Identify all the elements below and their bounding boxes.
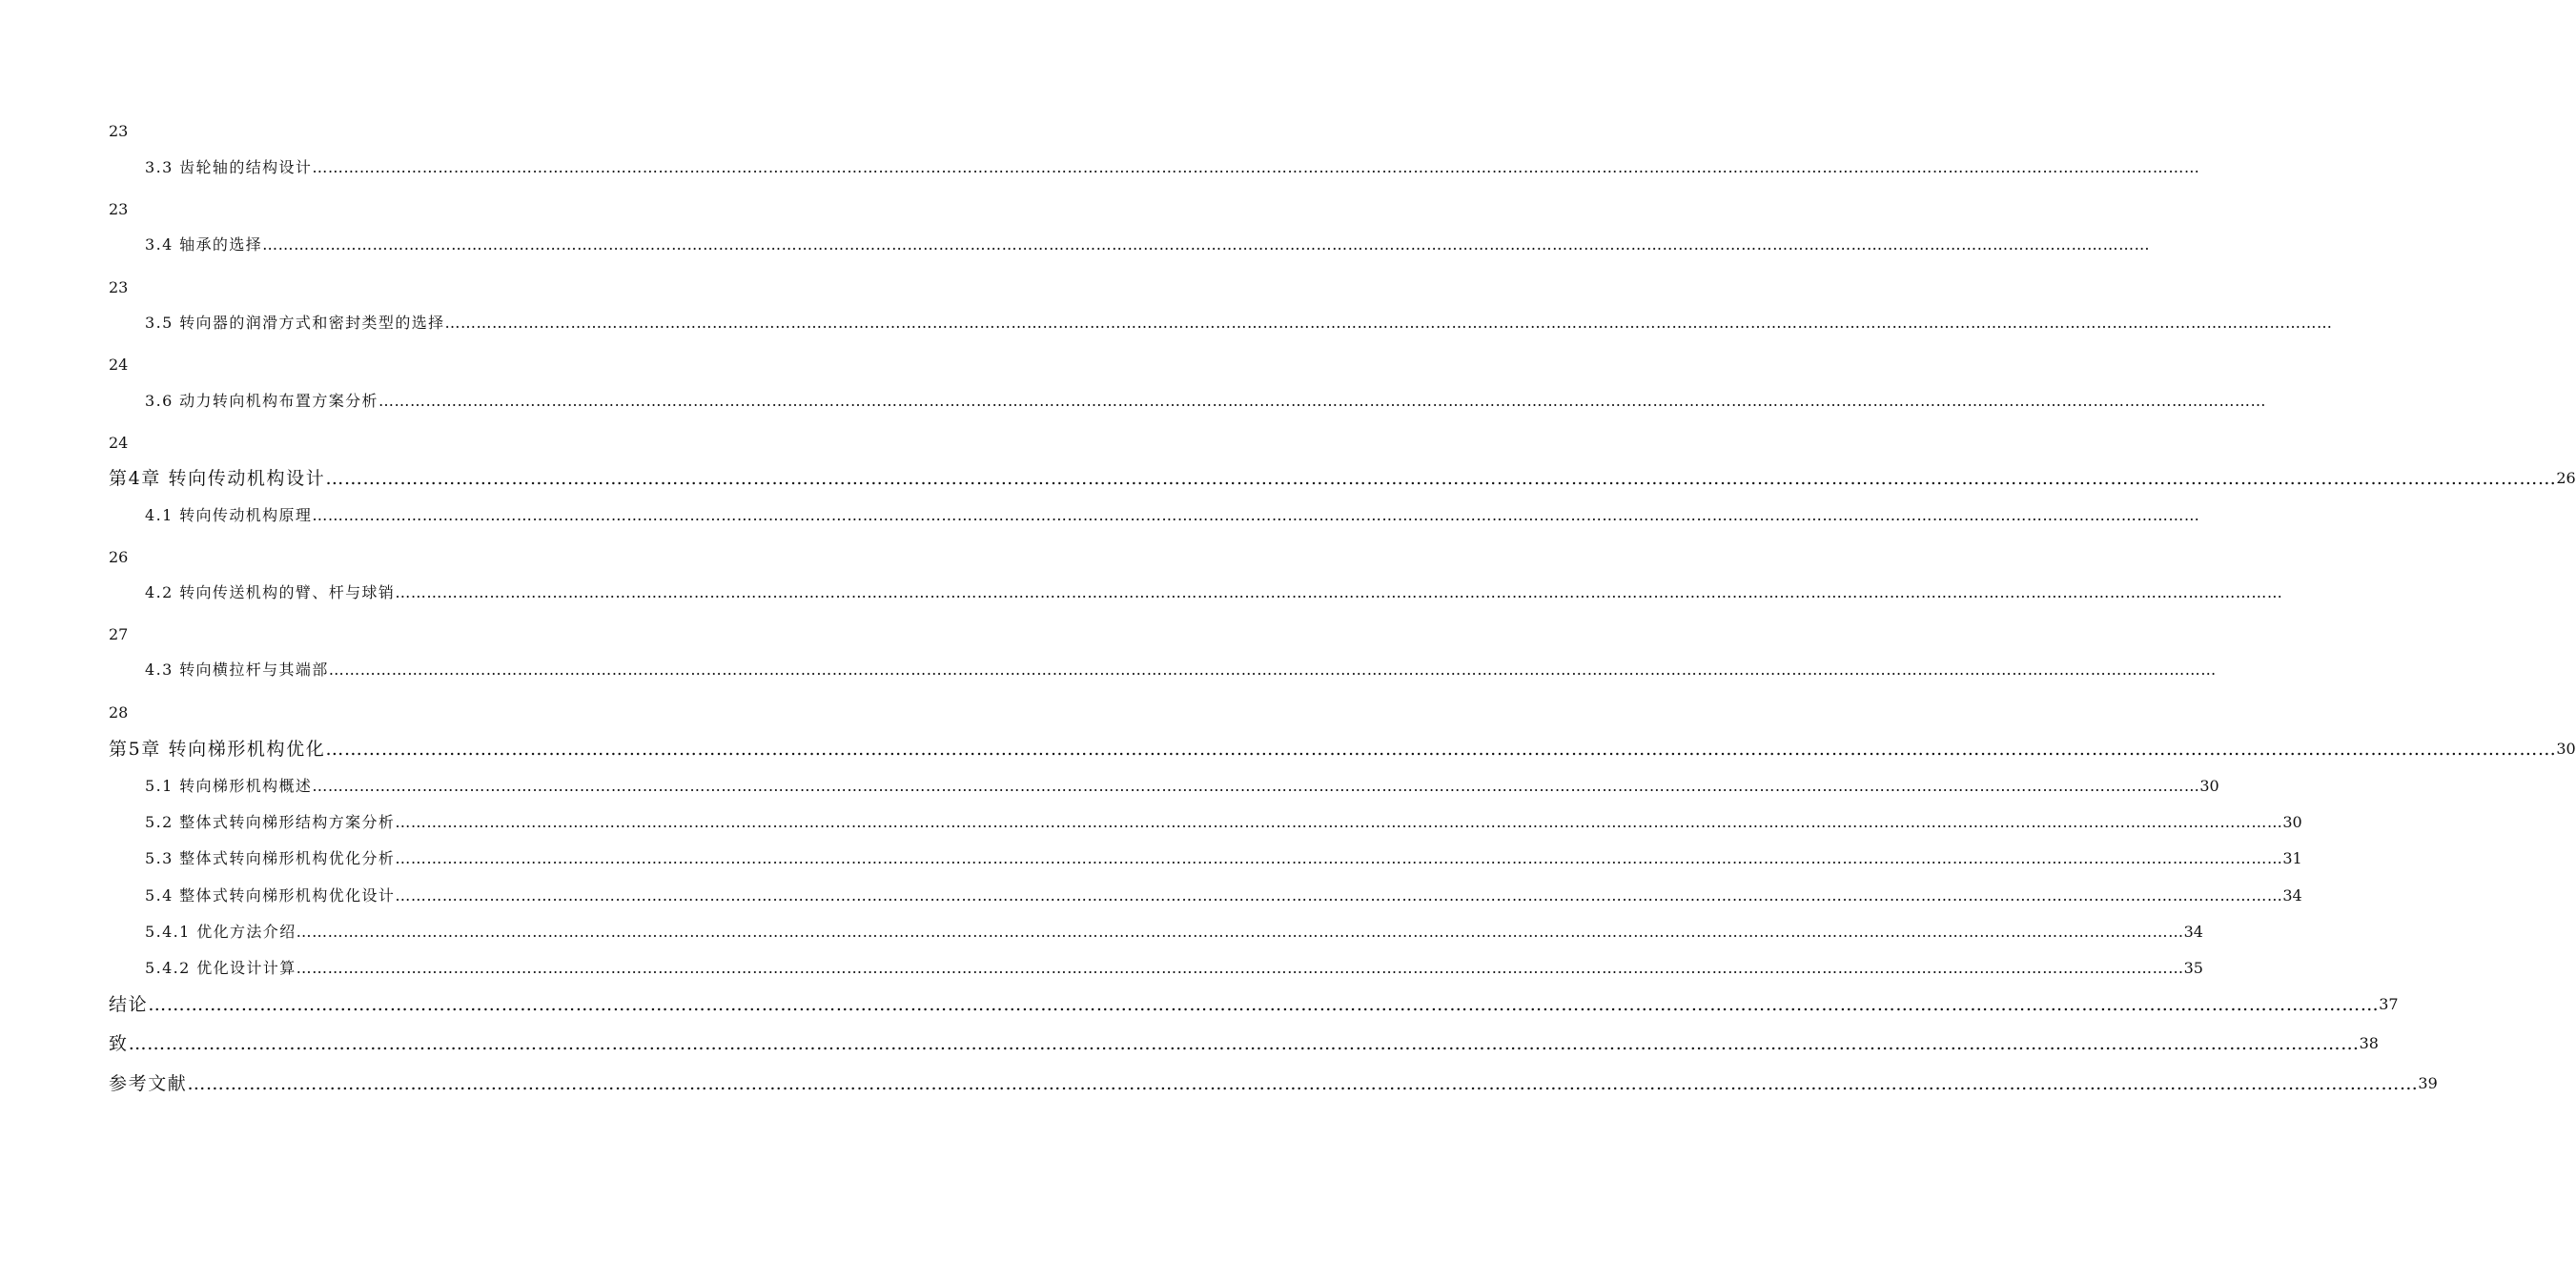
toc-leader-dots: ……………………………………………………………………………………………………………………………………………………………………………………………………………………………………………………………………………………………………………………………… — [325, 468, 2557, 489]
toc-leader-dots: ……………………………………………………………………………………………………………………………………………………………………………………………………………………………………………………………………………………………………………………………… — [395, 583, 2283, 601]
toc-page-number: 31 — [2282, 849, 2302, 867]
toc-leader-dots: ……………………………………………………………………………………………………………………………………………………………………………………………………………………………………………………………………………………………………………………………… — [148, 994, 2380, 1015]
toc-section-entry[interactable] — [145, 660, 2217, 681]
toc-page-number: 34 — [2282, 886, 2302, 905]
toc-page-number-overflow: 26 — [109, 548, 129, 566]
toc-backmatter-entry[interactable] — [109, 1072, 2438, 1095]
toc-page-number-overflow: 28 — [109, 703, 129, 722]
toc-entry-label: 5.1 转向梯形机构概述 — [145, 777, 313, 795]
toc-leader-dots: ……………………………………………………………………………………………………………………………………………………………………………………………………………………………………………………………………………………………………………………………… — [296, 959, 2184, 977]
toc-section-entry[interactable] — [145, 922, 2203, 943]
toc-entry-label: 5.4.2 优化设计计算 — [145, 959, 296, 977]
toc-page-number-overflow: 23 — [109, 278, 129, 296]
toc-entry-label: 第4章 转向传动机构设计 — [109, 468, 326, 489]
toc-entry-label: 第5章 转向梯形机构优化 — [109, 739, 326, 760]
toc-leader-dots: ……………………………………………………………………………………………………………………………………………………………………………………………………………………………………………………………………………………………………………………………… — [312, 506, 2200, 524]
toc-section-entry[interactable] — [145, 958, 2203, 979]
toc-page-number-overflow: 27 — [109, 625, 129, 643]
toc-page-number: 39 — [2418, 1074, 2438, 1092]
toc-section-entry[interactable] — [145, 776, 2219, 797]
toc-page-number-overflow: 24 — [109, 356, 129, 374]
toc-leader-dots: ……………………………………………………………………………………………………………………………………………………………………………………………………………………………………………………………………………………………………………………………… — [262, 235, 2151, 254]
toc-section-entry[interactable] — [145, 812, 2302, 833]
toc-leader-dots: ……………………………………………………………………………………………………………………………………………………………………………………………………………………………………………………………………………………………………………………………… — [328, 661, 2217, 679]
toc-section-entry[interactable] — [145, 505, 2200, 526]
toc-page-number: 30 — [2282, 813, 2302, 831]
toc-page-number: 35 — [2183, 959, 2203, 977]
toc-leader-dots: ……………………………………………………………………………………………………………………………………………………………………………………………………………………………………………………………………………………………………………………………… — [312, 777, 2200, 795]
toc-section-entry[interactable] — [145, 234, 2151, 255]
toc-entry-label: 参考文献 — [109, 1073, 188, 1094]
toc-leader-dots: ……………………………………………………………………………………………………………………………………………………………………………………………………………………………………………………………………………………………………………………………… — [378, 392, 2266, 410]
toc-leader-dots: ……………………………………………………………………………………………………………………………………………………………………………………………………………………………………………………………………………………………………………………………… — [325, 739, 2557, 760]
toc-leader-dots: ……………………………………………………………………………………………………………………………………………………………………………………………………………………………………………………………………………………………………………………………… — [312, 158, 2200, 176]
toc-section-entry[interactable] — [145, 582, 2283, 603]
toc-page-number: 38 — [2359, 1034, 2379, 1052]
toc-page-number: 26 — [2556, 469, 2576, 487]
toc-chapter-entry[interactable] — [109, 738, 2576, 761]
toc-entry-label: 3.5 转向器的润滑方式和密封类型的选择 — [145, 314, 445, 332]
toc-entry-label: 5.4.1 优化方法介绍 — [145, 923, 296, 941]
toc-leader-dots: ……………………………………………………………………………………………………………………………………………………………………………………………………………………………………………………………………………………………………………………………… — [296, 923, 2184, 941]
toc-page-number: 30 — [2199, 777, 2219, 795]
toc-entry-label: 结论 — [109, 994, 149, 1015]
toc-section-entry[interactable] — [145, 848, 2302, 869]
toc-backmatter-entry[interactable] — [109, 1032, 2379, 1055]
toc-entry-label: 4.3 转向横拉杆与其端部 — [145, 661, 329, 679]
toc-entry-label: 5.4 整体式转向梯形机构优化设计 — [145, 886, 396, 905]
toc-section-entry[interactable] — [145, 391, 2266, 412]
toc-entry-label: 3.4 轴承的选择 — [145, 235, 263, 254]
toc-entry-label: 5.2 整体式转向梯形结构方案分析 — [145, 813, 396, 831]
toc-section-entry[interactable] — [145, 157, 2200, 178]
toc-entry-label: 致 — [109, 1033, 129, 1054]
toc-entry-label: 4.1 转向传动机构原理 — [145, 506, 313, 524]
toc-leader-dots: ……………………………………………………………………………………………………………………………………………………………………………………………………………………………………………………………………………………………………………………………… — [395, 849, 2283, 867]
toc-entry-label: 4.2 转向传送机构的臂、杆与球销 — [145, 583, 396, 601]
toc-page-number: 34 — [2183, 923, 2203, 941]
toc-entry-label: 3.6 动力转向机构布置方案分析 — [145, 392, 378, 410]
toc-section-entry[interactable] — [145, 313, 2333, 334]
toc-section-entry[interactable] — [145, 885, 2302, 906]
toc-leader-dots: ……………………………………………………………………………………………………………………………………………………………………………………………………………………………………………………………………………………………………………………………… — [128, 1033, 2360, 1054]
toc-leader-dots: ……………………………………………………………………………………………………………………………………………………………………………………………………………………………………………………………………………………………………………………………… — [444, 314, 2333, 332]
toc-leader-dots: ……………………………………………………………………………………………………………………………………………………………………………………………………………………………………………………………………………………………………………………………… — [395, 813, 2283, 831]
toc-entry-label: 3.3 齿轮轴的结构设计 — [145, 158, 313, 176]
toc-leader-dots: ……………………………………………………………………………………………………………………………………………………………………………………………………………………………………………………………………………………………………………………………… — [395, 886, 2283, 905]
toc-leader-dots: ……………………………………………………………………………………………………………………………………………………………………………………………………………………………………………………………………………………………………………………………… — [187, 1073, 2419, 1094]
toc-entry-label: 5.3 整体式转向梯形机构优化分析 — [145, 849, 396, 867]
toc-page-number: 37 — [2379, 995, 2399, 1013]
toc-page-number-overflow: 23 — [109, 200, 129, 218]
toc-backmatter-entry[interactable] — [109, 993, 2399, 1016]
toc-page-number: 30 — [2556, 740, 2576, 758]
toc-page-number-overflow: 23 — [109, 122, 129, 140]
toc-chapter-entry[interactable] — [109, 467, 2576, 490]
toc-page-number-overflow: 24 — [109, 434, 129, 452]
